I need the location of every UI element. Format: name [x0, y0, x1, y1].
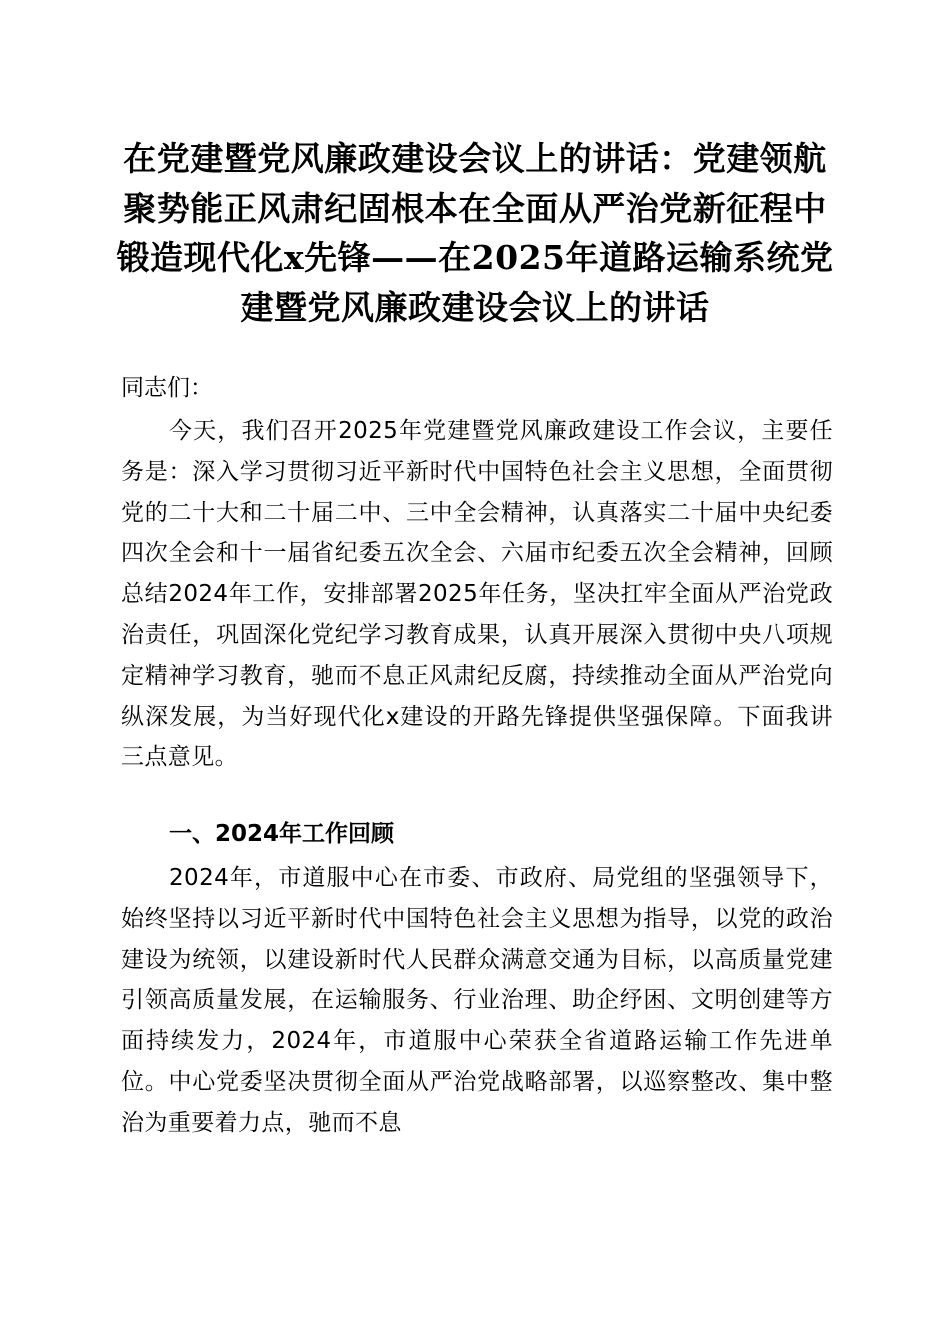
- document-title: 在党建暨党风廉政建设会议上的讲话：党建领航聚势能正风肃纪固根本在全面从严治党新征程中锻造现代化x先锋——在2025年道路运输系统党建暨党风廉政建设会议上的讲话: [116, 139, 834, 327]
- section-heading: 一、2024年工作回顾: [169, 821, 395, 847]
- salutation: 同志们：: [121, 375, 213, 401]
- body-paragraph-2: 2024年，市道服中心在市委、市政府、局党组的坚强领导下，始终坚持以习近平新时代中国特色社会主义思想为指导，以党的政治建设为统领，以建设新时代人民群众满意交通为目标，以高质量党建引领高质量发展，在运输服务、行业治理、助企纾困、文明创建等方面持续发力，2024年，市道服中心荣获全省道路运输工作先进单位。中心党委坚决贯彻全面从严治党战略部署，以巡察整改、集中整治为重要着力点，驰而不息: [121, 865, 833, 1136]
- body-paragraph-1: 今天，我们召开2025年党建暨党风廉政建设工作会议，主要任务是：深入学习贯彻习近平新时代中国特色社会主义思想，全面贯彻党的二十大和二十届二中、三中全会精神，认真落实二十届中央纪委四次全会和十一届省纪委五次全会、六届市纪委五次全会精神，回顾总结2024年工作，安排部署2025年任务，坚决扛牢全面从严治党政治责任，巩固深化党纪学习教育成果，认真开展深入贯彻中央八项规定精神学习教育，驰而不息正风肃纪反腐，持续推动全面从严治党向纵深发展，为当好现代化x建设的开路先锋提供坚强保障。下面我讲三点意见。: [121, 418, 833, 771]
